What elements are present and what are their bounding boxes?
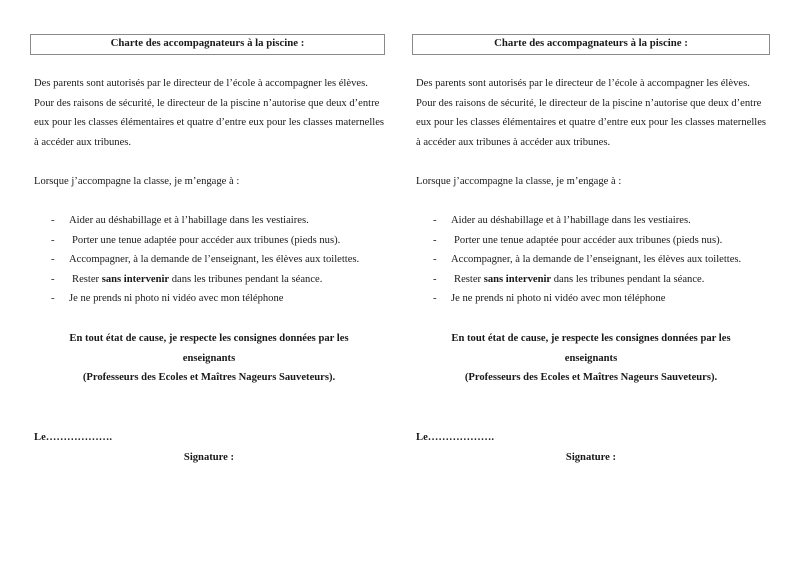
commitment-text: Je ne prends ni photo ni vidéo avec mon téléphone <box>451 293 666 305</box>
dash-bullet: - <box>51 215 55 226</box>
commitment-item <box>412 211 772 231</box>
commitment-text: Je ne prends ni photo ni vidéo avec mon téléphone <box>69 293 284 305</box>
date-field: Le………………. <box>416 432 494 443</box>
dash-bullet: - <box>51 293 55 305</box>
commitment-item <box>30 211 390 231</box>
charter-title: Charte des accompagnateurs à la piscine : <box>30 34 385 55</box>
respect-statement <box>412 329 770 388</box>
commitment-text-after: dans les tribunes pendant la séance. <box>169 273 323 285</box>
commitment-text: Accompagner, à la demande de l’enseignant, les élèves aux toilettes. <box>451 254 742 266</box>
charter-title: Charte des accompagnateurs à la piscine : <box>412 34 770 55</box>
intro-paragraph: Des parents sont autorisés par le directeur de l’école à accompagner les élèves. Pour des raisons de sécurité, le directeur de la piscine n’autorise que deux d’entre eux pour les classes élémentaires et quatre d’entre eux pour les classes maternelles à accéder aux tribunes à accéder aux tribunes. <box>416 78 767 148</box>
signature-label: Signature : <box>565 452 617 463</box>
commitment-text: Porter une tenue adaptée pour accéder aux tribunes (pieds nus). <box>72 234 341 246</box>
commitment-text-bold: sans intervenir <box>101 273 170 285</box>
intro-paragraph: Des parents sont autorisés par le directeur de l’école à accompagner les élèves. Pour des raisons de sécurité, le directeur de la piscine n’autorise que deux d’entre eux pour les classes élémentaires et quatre d’entre eux pour les classes maternelles à accéder aux tribunes. <box>34 78 385 148</box>
respect-line-2: enseignants <box>564 352 618 364</box>
commitment-text-before: Rester <box>454 273 484 285</box>
commitment-text-after: dans les tribunes pendant la séance. <box>551 273 705 285</box>
respect-line-1: En tout état de cause, je respecte les consignes données par les <box>69 333 349 344</box>
commitment-text-before: Rester <box>72 273 102 285</box>
commitment-text: Porter une tenue adaptée pour accéder aux tribunes (pieds nus). <box>454 234 723 246</box>
commitment-item <box>30 250 390 270</box>
dash-bullet: - <box>433 215 437 226</box>
commitment-lead: Lorsque j’accompagne la classe, je m’engage à : <box>416 176 622 187</box>
respect-line-2: enseignants <box>182 352 236 364</box>
dash-bullet: - <box>51 273 55 285</box>
commitment-text: Accompagner, à la demande de l’enseignant, les élèves aux toilettes. <box>69 254 360 266</box>
commitment-item <box>412 250 772 270</box>
respect-statement <box>30 329 388 388</box>
dash-bullet: - <box>51 254 55 266</box>
date-field: Le………………. <box>34 432 112 443</box>
respect-line-3: (Professeurs des Ecoles et Maîtres Nageurs Sauveteurs). <box>82 372 336 384</box>
commitment-list <box>30 211 390 309</box>
dash-bullet: - <box>433 234 437 246</box>
commitment-text-bold: sans intervenir <box>483 273 552 285</box>
dash-bullet: - <box>433 254 437 266</box>
commitment-item <box>30 231 390 251</box>
commitment-item <box>412 270 772 290</box>
commitment-item <box>412 231 772 251</box>
commitment-list <box>412 211 772 309</box>
dash-bullet: - <box>433 273 437 285</box>
dash-bullet: - <box>433 293 437 305</box>
respect-line-3: (Professeurs des Ecoles et Maîtres Nageurs Sauveteurs). <box>464 372 718 384</box>
signature-label: Signature : <box>183 452 235 463</box>
commitment-item <box>30 270 390 290</box>
commitment-item <box>412 289 772 309</box>
commitment-item <box>30 289 390 309</box>
dash-bullet: - <box>51 234 55 246</box>
commitment-lead: Lorsque j’accompagne la classe, je m’engage à : <box>34 176 240 187</box>
respect-line-1: En tout état de cause, je respecte les consignes données par les <box>451 333 731 344</box>
commitment-text: Aider au déshabillage et à l’habillage dans les vestiaires. <box>69 215 309 226</box>
commitment-text: Aider au déshabillage et à l’habillage dans les vestiaires. <box>451 215 691 226</box>
